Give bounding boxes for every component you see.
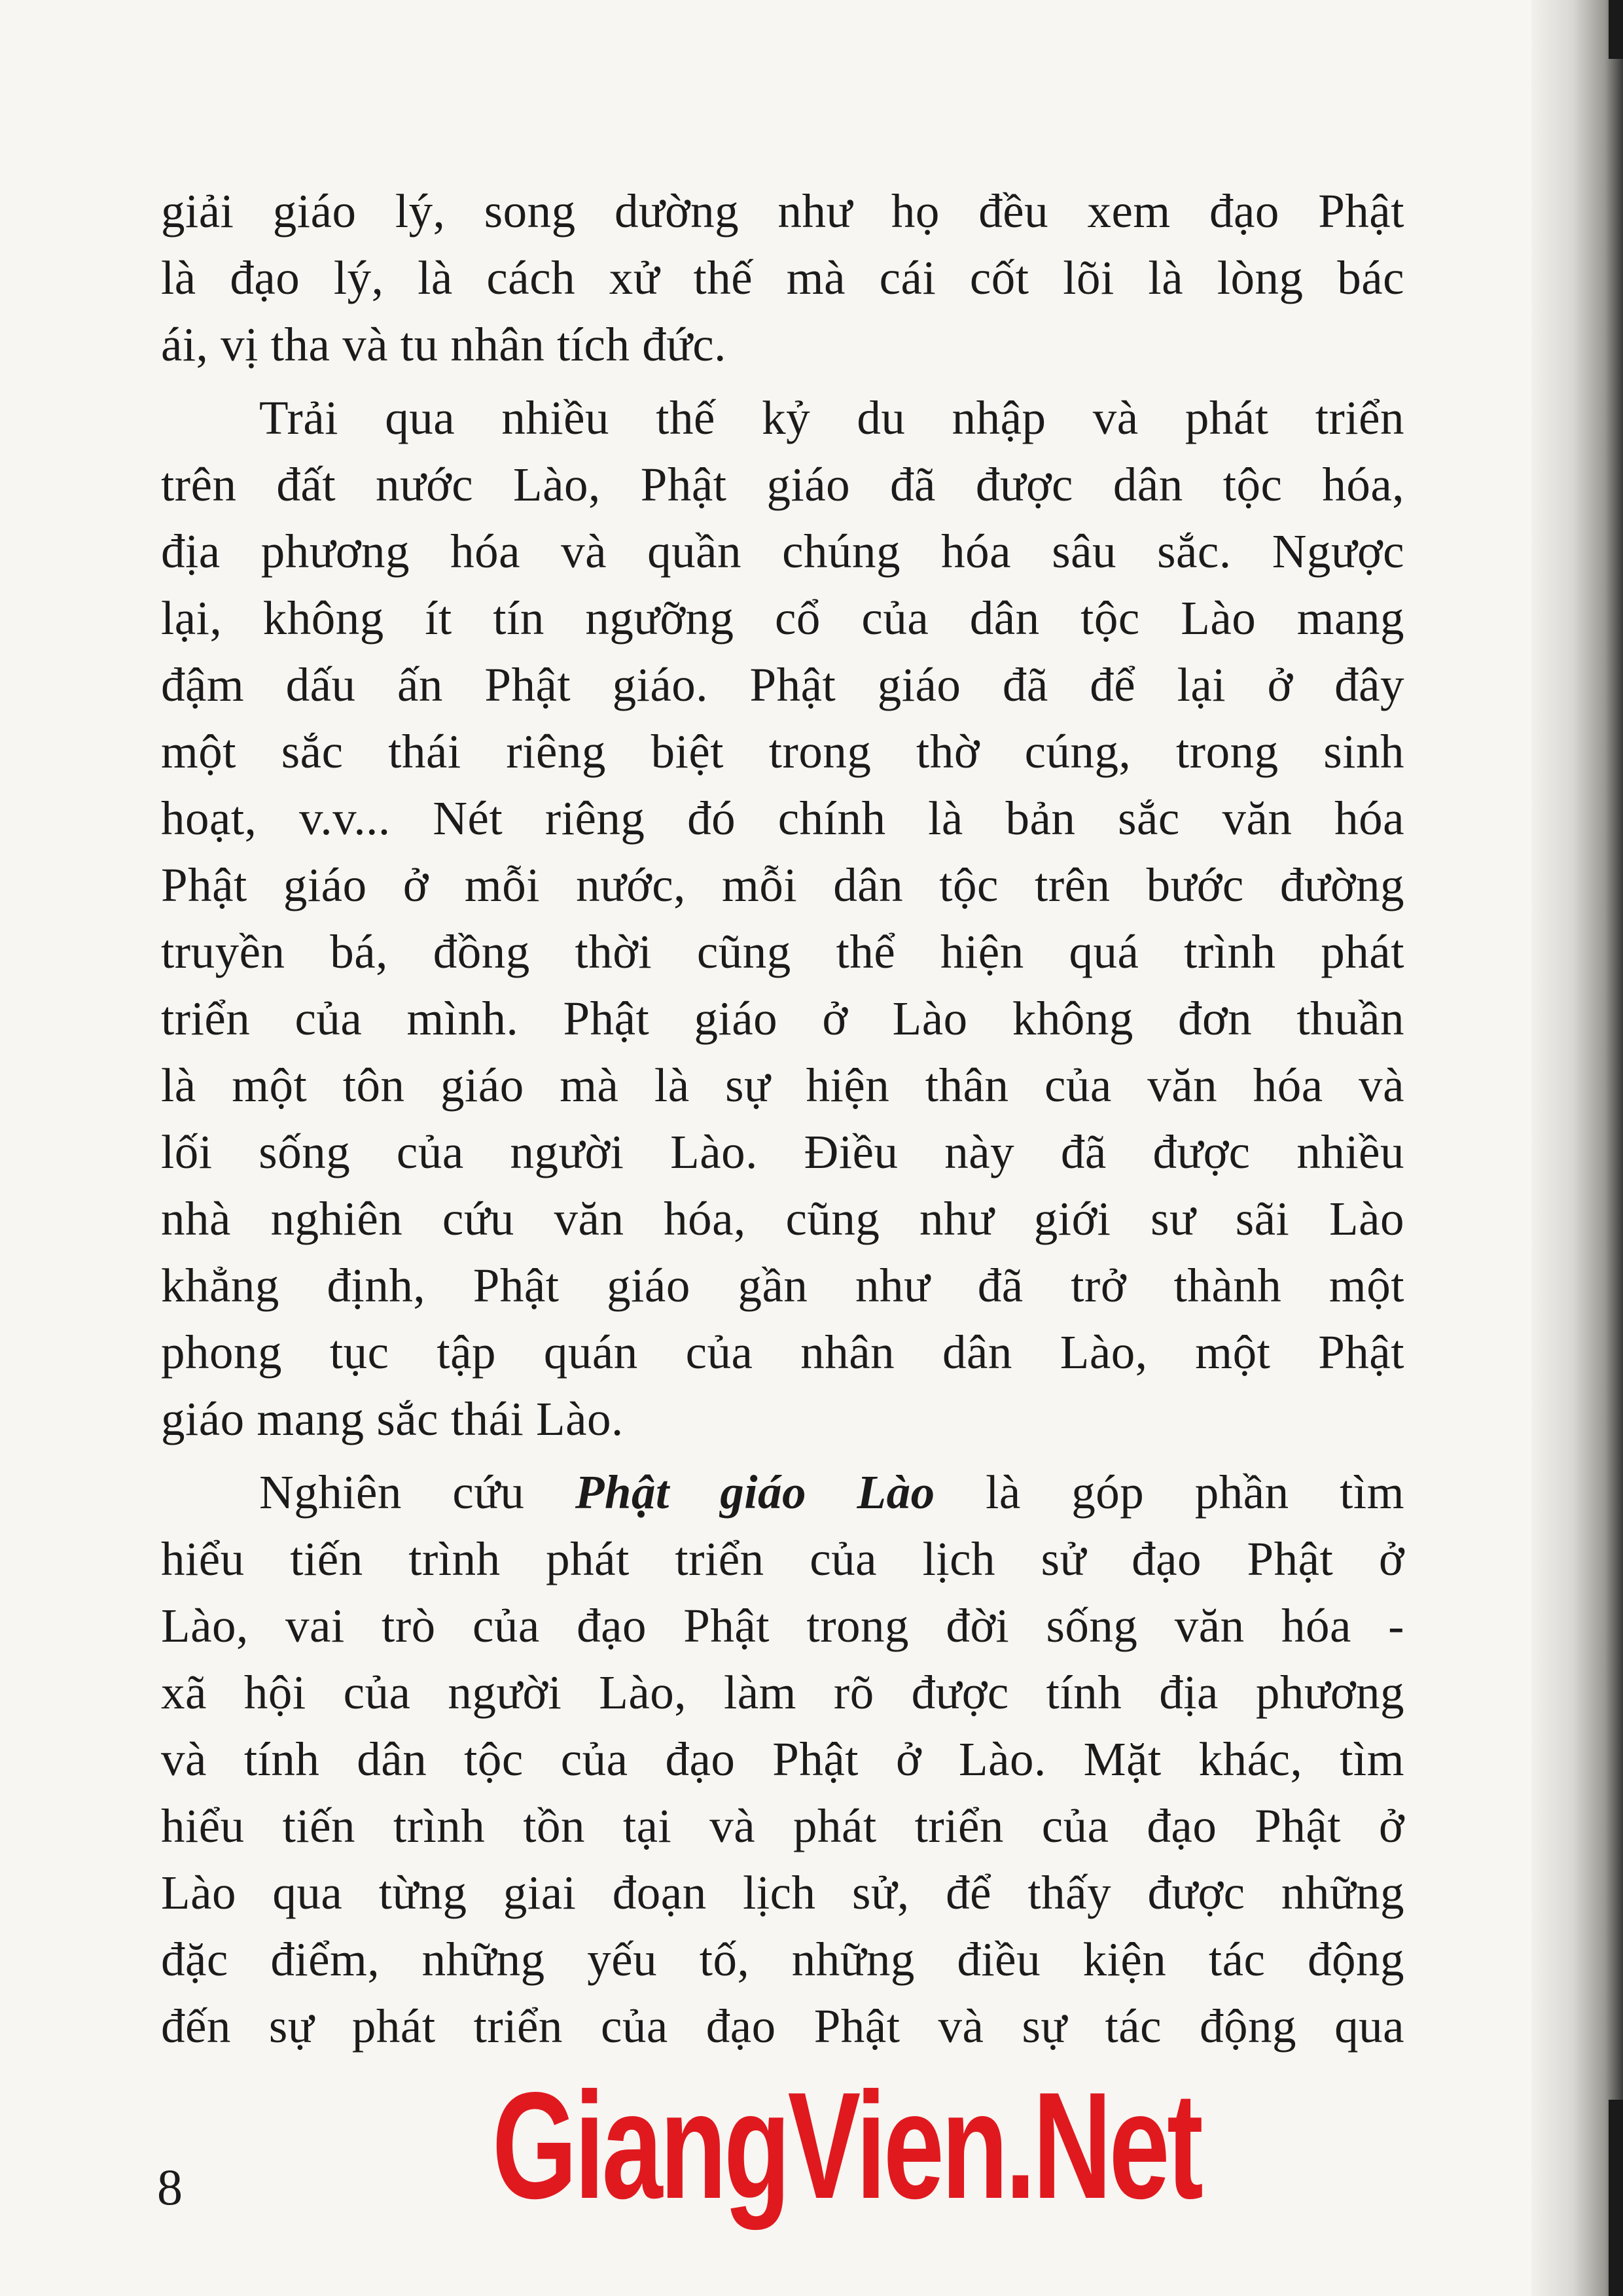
page-text-body bbox=[161, 178, 1404, 2066]
paragraph-1 bbox=[161, 178, 1404, 378]
text-line: đậm dấu ấn Phật giáo. Phật giáo đã để lại ở đây bbox=[161, 658, 1404, 711]
text-line: đến sự phát triển của đạo Phật và sự tác động qua bbox=[161, 2000, 1404, 2053]
text-line: truyền bá, đồng thời cũng thể hiện quá trình phát bbox=[161, 925, 1404, 978]
page-number: 8 bbox=[157, 2159, 183, 2216]
text-line: Phật giáo ở mỗi nước, mỗi dân tộc trên bước đường bbox=[161, 858, 1404, 911]
text-line: một sắc thái riêng biệt trong thờ cúng, trong sinh bbox=[161, 725, 1404, 778]
text-line: ái, vị tha và tu nhân tích đức. bbox=[161, 318, 726, 371]
paragraph-3 bbox=[161, 1459, 1404, 2060]
text-line: trên đất nước Lào, Phật giáo đã được dân tộc hóa, bbox=[161, 458, 1404, 511]
text-line: lại, không ít tín ngưỡng cổ của dân tộc Lào mang bbox=[161, 592, 1404, 645]
text-line: là một tôn giáo mà là sự hiện thân của văn hóa và bbox=[161, 1059, 1404, 1112]
text-line: Lào qua từng giai đoạn lịch sử, để thấy được những bbox=[161, 1866, 1404, 1919]
text-line: xã hội của người Lào, làm rõ được tính địa phương bbox=[161, 1666, 1404, 1719]
text-line: địa phương hóa và quần chúng hóa sâu sắc. Ngược bbox=[161, 525, 1404, 578]
page-edge-shadow-top bbox=[1609, 0, 1623, 59]
page-edge-shadow-bottom bbox=[1609, 2100, 1623, 2296]
text-line: triển của mình. Phật giáo ở Lào không đơn thuần bbox=[161, 992, 1404, 1045]
text-line: Trải qua nhiều thế kỷ du nhập và phát triển bbox=[259, 391, 1404, 444]
text-line: Lào, vai trò của đạo Phật trong đời sống văn hóa - bbox=[161, 1599, 1404, 1652]
text-line: hoạt, v.v... Nét riêng đó chính là bản sắc văn hóa bbox=[161, 792, 1404, 845]
text-line: giáo mang sắc thái Lào. bbox=[161, 1392, 624, 1445]
text-line: khẳng định, Phật giáo gần như đã trở thành một bbox=[161, 1259, 1404, 1312]
text-line: hiểu tiến trình phát triển của lịch sử đạo Phật ở bbox=[161, 1532, 1404, 1585]
watermark-logo: GiangVien.Net bbox=[492, 2061, 1201, 2231]
text-line: đặc điểm, những yếu tố, những điều kiện tác động bbox=[161, 1933, 1404, 1986]
text-line: lối sống của người Lào. Điều này đã được nhiều bbox=[161, 1125, 1404, 1178]
book-title-emphasis: Phật giáo Lào bbox=[575, 1466, 935, 1519]
scanned-page-edge bbox=[1531, 0, 1623, 2296]
text-line: hiểu tiến trình tồn tại và phát triển của đạo Phật ở bbox=[161, 1799, 1404, 1852]
text-line: giải giáo lý, song dường như họ đều xem đạo Phật bbox=[161, 185, 1404, 238]
text-line: nhà nghiên cứu văn hóa, cũng như giới sư sãi Lào bbox=[161, 1192, 1404, 1245]
text-line: và tính dân tộc của đạo Phật ở Lào. Mặt khác, tìm bbox=[161, 1733, 1404, 1786]
text-fragment: Nghiên cứu bbox=[259, 1466, 575, 1519]
text-fragment: là góp phần tìm bbox=[935, 1466, 1404, 1519]
paragraph-2 bbox=[161, 385, 1404, 1453]
text-line: là đạo lý, là cách xử thế mà cái cốt lõi là lòng bác bbox=[161, 251, 1404, 304]
text-line: phong tục tập quán của nhân dân Lào, một Phật bbox=[161, 1326, 1404, 1379]
text-line-with-emphasis bbox=[161, 1459, 1404, 1526]
